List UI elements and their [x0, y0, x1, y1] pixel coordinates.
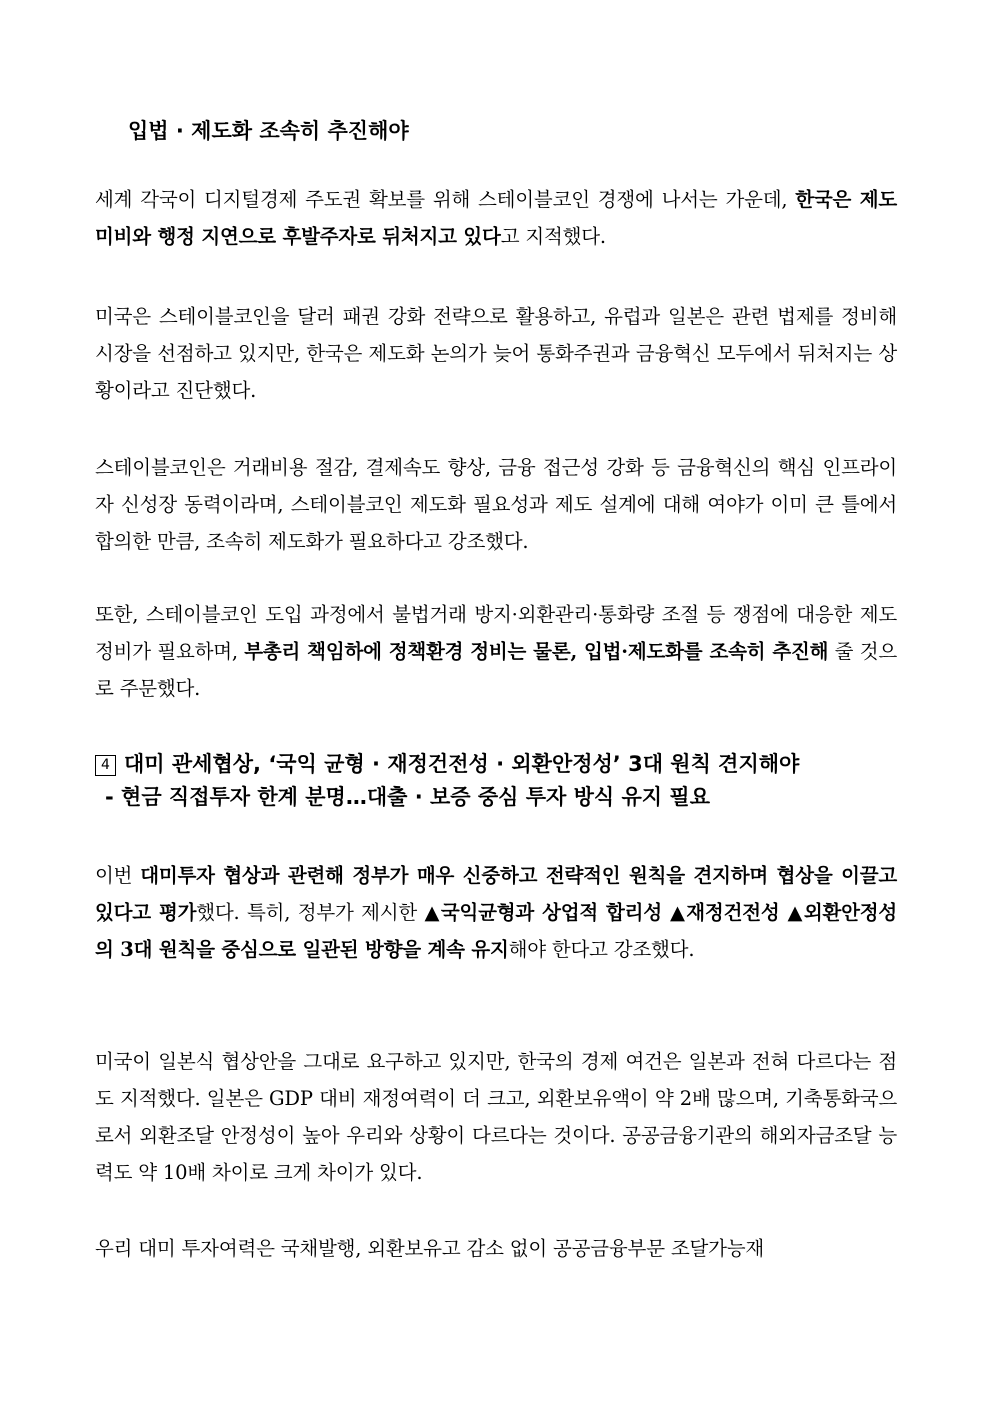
paragraph-1-text: 세계 각국이 디지털경제 주도권 확보를 위해 스테이블코인 경쟁에 나서는 가운데, [95, 188, 796, 211]
paragraph-5-text-end: 해야 한다고 강조했다. [508, 938, 695, 961]
paragraph-5-text: 이번 [95, 864, 141, 887]
paragraph-6-text: 미국이 일본식 협상안을 그대로 요구하고 있지만, 한국의 경제 여건은 일본과 전혀 다르다는 점도 지적했다. 일본은 GDP 대비 재정여력이 더 크고, 외환보유액이 약 2배 많으며, 기축통화국으로서 외환조달 안정성이 높아 우리와 상황이 다르다는 것이다. 공공금융기관의 해외자금조달 능력도 약 10배 차이로 크게 차이가 있다. [95, 1050, 897, 1184]
section-number-box: 4 [95, 755, 116, 776]
paragraph-1-text-end: 고 지적했다. [500, 225, 606, 248]
paragraph-6 [95, 1043, 897, 1191]
paragraph-4-text: 또한, 스테이블코인 도입 과정에서 불법거래 방지·외환관리·통화량 조절 등 쟁점에 대응한 제도 정비가 필요하며, [95, 603, 897, 663]
paragraph-4 [95, 596, 897, 707]
paragraph-7-text: 우리 대미 투자여력은 국채발행, 외환보유고 감소 없이 공공금융부문 조달가능재 [95, 1237, 765, 1260]
section-4-title: 대미 관세협상, ‘국익 균형 · 재정건전성 · 외환안정성’ 3대 원칙 견지해야 [124, 752, 800, 776]
paragraph-5-text-mid: 했다. 특히, 정부가 제시한 [196, 901, 425, 924]
paragraph-1 [95, 181, 897, 255]
paragraph-5 [95, 857, 897, 968]
section-4-subtitle: - 현금 직접투자 한계 분명…대출 · 보증 중심 투자 방식 유지 필요 [105, 785, 710, 809]
paragraph-2 [95, 298, 897, 409]
paragraph-2-text: 미국은 스테이블코인을 달러 패권 강화 전략으로 활용하고, 유럽과 일본은 관련 법제를 정비해 시장을 선점하고 있지만, 한국은 제도화 논의가 늦어 통화주권과 금융혁신 모두에서 뒤처지는 상황이라고 진단했다. [95, 305, 897, 402]
paragraph-5-emphasis-1: 대미투자 협상과 관련해 정부가 매우 신중하고 전략적인 원칙을 견지하며 협상을 이끌고 있다고 평가 [95, 864, 897, 924]
paragraph-7 [95, 1230, 897, 1267]
section-4-title-line [95, 748, 799, 781]
paragraph-3-text: 스테이블코인은 거래비용 절감, 결제속도 향상, 금융 접근성 강화 등 금융혁신의 핵심 인프라이자 신성장 동력이라며, 스테이블코인 제도화 필요성과 제도 설계에 대해 여야가 이미 큰 틀에서 합의한 만큼, 조속히 제도화가 필요하다고 강조했다. [95, 456, 897, 553]
paragraph-3 [95, 449, 897, 560]
paragraph-4-emphasis: 부총리 책임하에 정책환경 정비는 물론, 입법·제도화를 조속히 추진해 [244, 640, 829, 663]
section-4-heading [95, 748, 799, 814]
paragraph-1-emphasis: 한국은 제도 미비와 행정 지연으로 후발주자로 뒤처지고 있다 [95, 188, 897, 248]
subheading: 입법 · 제도화 조속히 추진해야 [128, 119, 409, 143]
paragraph-4-text-end: 줄 것으로 주문했다. [95, 640, 897, 700]
paragraph-5-emphasis-2: ▲국익균형과 상업적 합리성 ▲재정건전성 ▲외환안정성의 3대 원칙을 중심으로 일관된 방향을 계속 유지 [95, 901, 898, 961]
